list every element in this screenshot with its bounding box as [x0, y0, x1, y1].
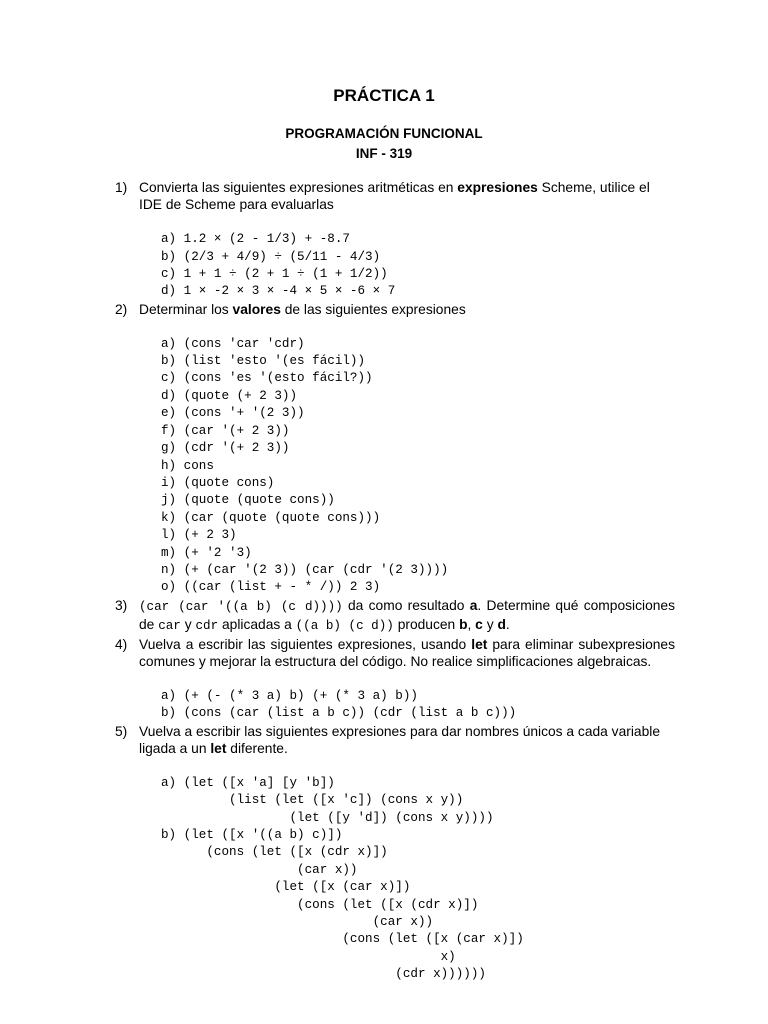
code-line: (let ([x (car x)]) — [161, 880, 411, 895]
statement-text: producen — [393, 617, 460, 633]
statement-bold: let — [471, 636, 488, 652]
code-line: (cons (let ([x (car x)]) — [161, 932, 524, 947]
code-line: e) (cons '+ '(2 3)) — [161, 406, 305, 421]
statement-bold: let — [210, 741, 227, 756]
code-line: (cons (let ([x (cdr x)]) — [161, 897, 479, 912]
code-line: a) (let ([x 'a] [y 'b]) — [161, 775, 335, 790]
code-line: n) (+ (car '(2 3)) (car (cdr '(2 3)))) — [161, 562, 449, 577]
code-line: (cons (let ([x (cdr x)]) — [161, 845, 388, 860]
statement-bold: b — [459, 617, 468, 633]
statement-text: Scheme, utilice el IDE de Scheme para evaluarlas — [139, 180, 650, 213]
code-line: (cdr x)))))) — [161, 967, 486, 982]
inline-code: car — [158, 619, 181, 634]
exercise-2 — [115, 301, 675, 597]
statement-text: Vuelva a escribir las siguientes expresiones para dar nombres únicos a cada variable ligada a un — [139, 723, 660, 756]
statement-text: da como resultado — [342, 597, 470, 613]
code-line: b) (list 'esto '(es fácil)) — [161, 354, 366, 369]
code-line: j) (quote (quote cons)) — [161, 493, 335, 508]
code-block — [139, 670, 675, 722]
code-line: a) (cons 'car 'cdr) — [161, 336, 305, 351]
statement-text: de las siguientes expresiones — [280, 301, 466, 317]
statement-bold: expresiones — [457, 180, 538, 195]
exercise-number: 2) — [115, 301, 128, 317]
statement-text: . — [505, 617, 510, 633]
statement-text: Determinar los — [139, 301, 233, 317]
exercise-5 — [115, 723, 675, 984]
code-block — [139, 214, 675, 301]
course-code: INF - 319 — [355, 146, 413, 161]
code-line: m) (+ '2 '3) — [161, 545, 252, 560]
code-line: h) cons — [161, 458, 214, 473]
code-line: k) (car (quote (quote cons))) — [161, 510, 381, 525]
statement-text: Vuelva a escribir las siguientes expresiones, usando — [139, 636, 472, 652]
exercise-number: 4) — [115, 636, 128, 652]
page-subtitle: PROGRAMACIÓN FUNCIONAL — [285, 126, 483, 141]
page-title: PRÁCTICA 1 — [333, 86, 435, 105]
exercise-1 — [115, 179, 675, 301]
statement-text: diferente. — [226, 741, 288, 756]
exercise-statement — [139, 723, 675, 758]
statement-bold: d — [497, 617, 506, 633]
exercise-statement — [139, 301, 675, 318]
code-block — [139, 318, 675, 597]
statement-text: , — [467, 617, 476, 633]
code-line: x) — [161, 949, 456, 964]
exercise-statement — [139, 179, 675, 214]
statement-text: y — [180, 617, 196, 633]
code-line: l) (+ 2 3) — [161, 528, 237, 543]
statement-bold: a — [469, 597, 478, 613]
code-line: b) (2/3 + 4/9) ÷ (5/11 - 4/3) — [161, 249, 381, 264]
statement-text: aplicadas a — [218, 617, 296, 633]
code-line: (car x)) — [161, 915, 434, 930]
code-line: d) 1 × -2 × 3 × -4 × 5 × -6 × 7 — [161, 284, 396, 299]
code-line: b) (let ([x '((a b) c)]) — [161, 828, 343, 843]
code-line: (let ([y 'd]) (cons x y)))) — [161, 810, 494, 825]
code-block — [139, 757, 675, 983]
exercise-number: 5) — [115, 723, 128, 739]
exercise-3 — [115, 597, 675, 636]
code-line: a) (+ (- (* 3 a) b) (+ (* 3 a) b)) — [161, 688, 418, 703]
exercise-statement — [139, 636, 675, 671]
exercise-statement — [139, 597, 675, 636]
code-line: f) (car '(+ 2 3)) — [161, 423, 290, 438]
code-line: c) (cons 'es '(esto fácil?)) — [161, 371, 373, 386]
code-line: i) (quote cons) — [161, 475, 275, 490]
statement-bold: c — [475, 617, 483, 633]
code-line: (car x)) — [161, 862, 358, 877]
statement-text: Convierta las siguientes expresiones aritméticas en — [139, 180, 458, 195]
statement-text: . Determine qué composiciones de — [139, 597, 675, 633]
statement-text: y — [482, 617, 498, 633]
exercise-number: 1) — [115, 180, 128, 195]
exercise-number: 3) — [115, 597, 128, 613]
inline-code: cdr — [195, 619, 219, 634]
code-line: d) (quote (+ 2 3)) — [161, 388, 298, 403]
exercise-4 — [115, 636, 675, 723]
code-line: g) (cdr '(+ 2 3)) — [161, 441, 290, 456]
code-line: b) (cons (car (list a b c)) (cdr (list a b c))) — [161, 706, 517, 721]
code-line: (list (let ([x 'c]) (cons x y)) — [161, 793, 464, 808]
exercise-list — [115, 179, 675, 984]
statement-text: para eliminar subexpresiones comunes y mejorar la estructura del código. No realice simplificaciones algebraicas. — [139, 636, 675, 669]
inline-code: ((a b) (c d)) — [295, 619, 394, 634]
code-line: a) 1.2 × (2 - 1/3) + -8.7 — [161, 232, 350, 247]
code-line: o) ((car (list + - * /)) 2 3) — [161, 580, 381, 595]
inline-code: (car (car '((a b) (c d)))) — [139, 599, 343, 614]
statement-bold: valores — [232, 301, 281, 317]
code-line: c) 1 + 1 ÷ (2 + 1 ÷ (1 + 1/2)) — [161, 267, 388, 282]
